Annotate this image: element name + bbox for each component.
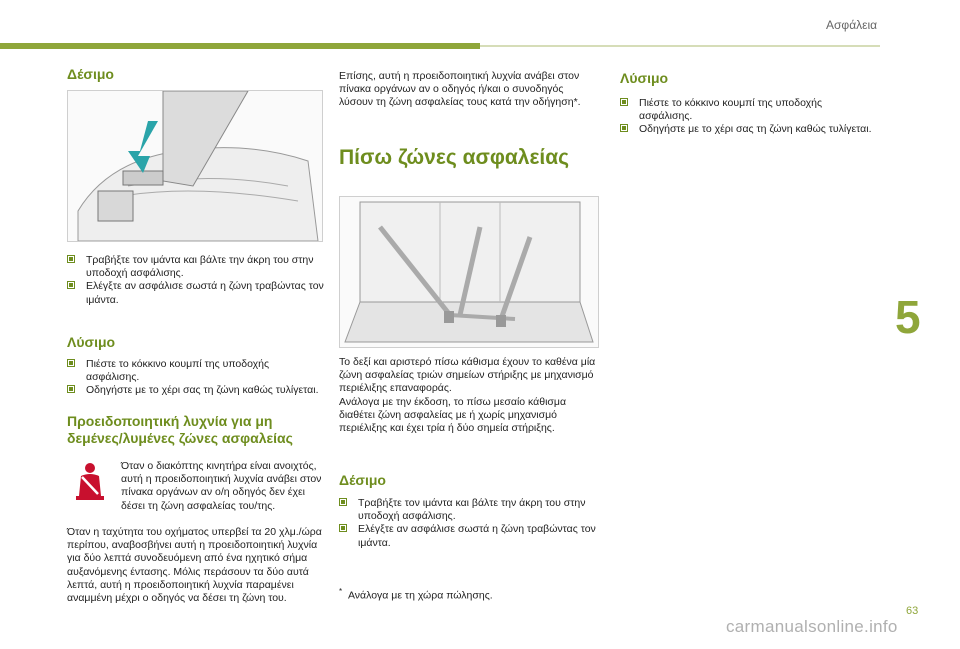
top-accent-bar: [0, 43, 480, 49]
list-item: Πιέστε το κόκκινο κουμπί της υποδοχής ασφάλισης.: [620, 97, 878, 123]
heading-rear-release: Λύσιμο: [620, 70, 669, 86]
warning-lamp-text: Όταν ο διακόπτης κινητήρα είναι ανοιχτός, αυτή η προειδοποιητική λυχνία ανάβει στον πίνακα οργάνων αν ο/η οδηγός δεν έχει δέσει τη ζώνη ασφαλείας του/της.: [121, 460, 322, 512]
rear-belts-illustration: [339, 196, 599, 348]
bullet-icon: [67, 359, 75, 367]
top-accent-line: [480, 45, 880, 47]
seatbelt-warning-icon: [72, 462, 106, 502]
rear-belts-text-1: Το δεξί και αριστερό πίσω κάθισμα έχουν το καθένα μία ζώνη ασφαλείας τριών σημείων στήριξης με μηχανισμό περιέλιξης επαναφοράς.: [339, 356, 596, 395]
section-title: Ασφάλεια: [826, 18, 878, 32]
intro-text: Επίσης, αυτή η προειδοποιητική λυχνία ανάβει στον πίνακα οργάνων αν ο οδηγός ή/και ο συνοδηγός λύσουν τη ζώνη ασφαλείας τους κατά την οδήγηση*.: [339, 70, 581, 109]
list-item: Οδηγήστε με το χέρι σας τη ζώνη καθώς τυλίγεται.: [620, 123, 878, 136]
front-buckle-illustration: [67, 90, 323, 242]
heading-fasten: Δέσιμο: [67, 66, 114, 82]
front-fasten-list: [67, 254, 325, 307]
bullet-icon: [620, 98, 628, 106]
rear-release-list: [620, 97, 878, 137]
list-item: Ελέγξτε αν ασφάλισε σωστά η ζώνη τραβώντας τον ιμάντα.: [339, 523, 597, 549]
list-item: Ελέγξτε αν ασφάλισε σωστά η ζώνη τραβώντας τον ιμάντα.: [67, 280, 325, 306]
bullet-icon: [67, 281, 75, 289]
chapter-number: 5: [895, 291, 921, 343]
bullet-icon: [339, 524, 347, 532]
bullet-icon: [67, 255, 75, 263]
list-item: Τραβήξτε τον ιμάντα και βάλτε την άκρη του στην υποδοχή ασφάλισης.: [339, 497, 597, 523]
speed-warning-text: Όταν η ταχύτητα του οχήματος υπερβεί τα 20 χλμ./ώρα περίπου, αναβοσβήνει αυτή η προειδοποιητική λυχνία για δύο λεπτά συνοδευόμενη από ένα ηχητικό σήμα αυξανόμενης έντασης. Μόλις περάσουν τα δύο αυτά λεπτά, αυτή η προειδοποιητική λυχνία παραμένει αναμμένη μέχρι ο οδηγός να δέσει τη ζώνη του.: [67, 526, 322, 605]
bullet-icon: [339, 498, 347, 506]
heading-rear-fasten: Δέσιμο: [339, 472, 386, 488]
bullet-icon: [67, 385, 75, 393]
heading-warning-lamp: Προειδοποιητική λυχνία για μη δεμένες/λυμένες ζώνες ασφαλείας: [67, 413, 293, 446]
rear-belts-text-2: Ανάλογα με την έκδοση, το πίσω μεσαίο κάθισμα διαθέτει ζώνη ασφαλείας με ή χωρίς μηχανισμό περιέλιξης και έχει τρία ή δύο σημεία στήριξης.: [339, 396, 567, 435]
heading-rear-belts: Πίσω ζώνες ασφαλείας: [339, 146, 570, 169]
watermark: carmanualsonline.info: [726, 617, 898, 636]
heading-release: Λύσιμο: [67, 334, 116, 350]
list-item: Τραβήξτε τον ιμάντα και βάλτε την άκρη του στην υποδοχή ασφάλισης.: [67, 254, 325, 280]
list-item: Οδηγήστε με το χέρι σας τη ζώνη καθώς τυλίγεται.: [67, 384, 325, 397]
list-item: Πιέστε το κόκκινο κουμπί της υποδοχής ασφάλισης.: [67, 358, 325, 384]
front-release-list: [67, 358, 325, 398]
bullet-icon: [620, 124, 628, 132]
rear-fasten-list: [339, 497, 597, 550]
footnote: * Ανάλογα με τη χώρα πώλησης.: [339, 587, 493, 602]
page-number: 63: [906, 605, 919, 617]
